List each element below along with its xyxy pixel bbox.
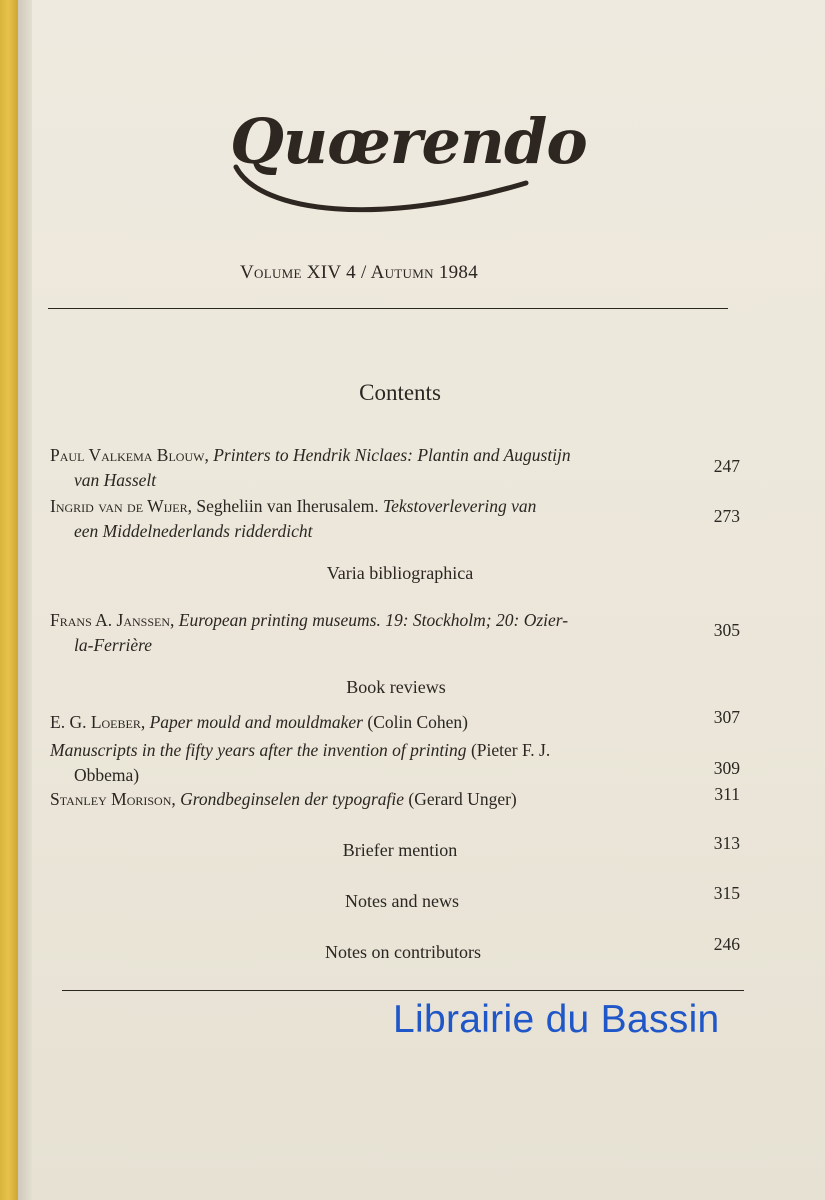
reviewer-name-continued: Obbema)	[74, 765, 140, 785]
page-number: 315	[713, 883, 740, 903]
entry-author: Ingrid van de Wijer	[50, 496, 188, 516]
review-title: Grondbeginselen der typografie	[180, 789, 405, 809]
entry-title-continued: la-Ferrière	[74, 635, 153, 655]
toc-entry: Frans A. Janssen, European printing museums. 19: Stockholm; 20: Ozier- la-Ferrière	[50, 608, 660, 658]
review-author: E. G. Loeber	[50, 712, 141, 732]
page-number: 246	[713, 934, 740, 954]
briefer-mention-heading: Briefer mention	[342, 840, 458, 860]
entry-author: Paul Valkema Blouw	[50, 445, 205, 465]
review-entry: Stanley Morison, Grondbeginselen der typografie (Gerard Unger)	[50, 789, 517, 809]
page-number: 307	[713, 707, 740, 727]
entry-title-continued: van Hasselt	[74, 470, 157, 490]
review-title: Manuscripts in the fifty years after the invention of printing	[50, 740, 467, 760]
reviewer-name: (Gerard Unger)	[408, 789, 517, 809]
page-number: 311	[714, 784, 740, 804]
reviews-heading: Book reviews	[346, 677, 446, 697]
review-author: Stanley Morison	[50, 789, 172, 809]
reviewer-name: (Pieter F. J.	[470, 740, 551, 760]
notes-contributors-heading: Notes on contributors	[325, 942, 481, 962]
entry-title: Printers to Hendrik Niclaes: Plantin and Augustijn	[213, 445, 571, 465]
journal-logo	[230, 105, 587, 230]
review-title: Paper mould and mouldmaker	[149, 712, 363, 732]
page-number: 305	[713, 620, 740, 640]
page-gutter	[18, 0, 32, 1200]
reviewer-name: (Colin Cohen)	[367, 712, 468, 732]
review-entry: E. G. Loeber, Paper mould and mouldmaker (Colin Cohen)	[50, 712, 468, 732]
entry-title: European printing museums. 19: Stockholm; 20: Ozier-	[178, 610, 569, 630]
review-entry	[50, 738, 690, 788]
contents-heading: Contents	[359, 380, 441, 405]
page-number: 247	[713, 456, 740, 476]
top-rule	[48, 308, 728, 309]
entry-title-continued: een Middelnederlands ridderdicht	[74, 521, 313, 541]
shop-watermark: Librairie du Bassin	[393, 998, 720, 1041]
entry-title: Tekstoverlevering van	[382, 496, 537, 516]
logo-wordmark: Quœrendo	[230, 105, 587, 178]
entry-plain-title: Segheliin van Iherusalem.	[196, 496, 379, 516]
toc-entry: Ingrid van de Wijer, Segheliin van Iherusalem. Tekstoverlevering van een Middelnederlands ridderdicht	[50, 494, 660, 544]
varia-heading: Varia bibliographica	[326, 563, 474, 583]
bottom-rule	[62, 990, 744, 991]
entry-author: Frans A. Janssen	[50, 610, 171, 630]
logo-swash-icon	[230, 105, 540, 230]
notes-news-heading: Notes and news	[345, 891, 459, 911]
page-number: 313	[713, 833, 740, 853]
volume-line: Volume XIV 4 / Autumn 1984	[240, 262, 479, 283]
page-number: 273	[713, 506, 740, 526]
book-spine-edge	[0, 0, 18, 1200]
page-number: 309	[713, 758, 740, 778]
toc-entry: Paul Valkema Blouw, Printers to Hendrik Niclaes: Plantin and Augustijn van Hasselt	[50, 443, 660, 493]
